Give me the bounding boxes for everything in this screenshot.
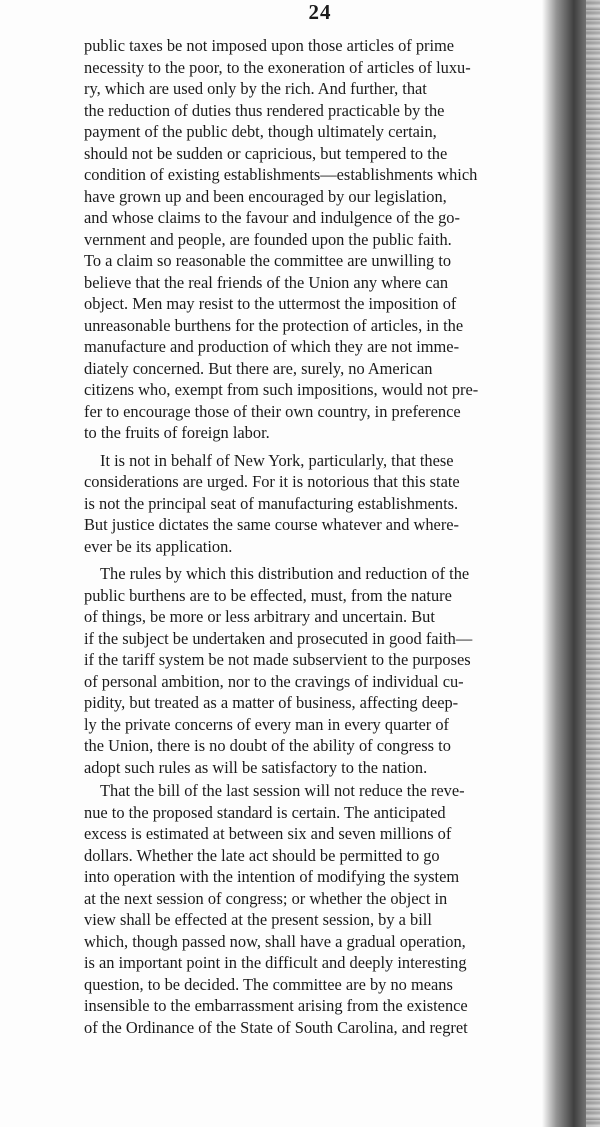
text-line: of things, be more or less arbitrary and uncertain. But	[84, 607, 435, 626]
text-line: To a claim so reasonable the committee are unwilling to	[84, 251, 452, 270]
text-line: condition of existing establishments—establishments which	[84, 165, 478, 184]
text-line: considerations are urged. For it is notorious that this state	[84, 472, 460, 491]
text-line: public taxes be not imposed upon those articles of prime	[84, 36, 455, 55]
text-line: necessity to the poor, to the exoneration of articles of luxu-	[84, 57, 471, 77]
text-line: if the subject be undertaken and prosecuted in good faith—	[84, 628, 473, 648]
text-line: adopt such rules as will be satisfactory to the nation.	[84, 757, 428, 777]
text-line: object. Men may resist to the uttermost the imposition of	[84, 294, 457, 313]
text-line: ever be its application.	[84, 536, 233, 556]
text-line: insensible to the embarrassment arising from the existence	[84, 996, 468, 1015]
text-line: public burthens are to be effected, must, from the nature	[84, 585, 452, 605]
text-line: ly the private concerns of every man in every quarter of	[84, 714, 449, 734]
text-line: at the next session of congress; or whether the object in	[84, 888, 448, 908]
text-line: of the Ordinance of the State of South Carolina, and regret	[84, 1017, 468, 1037]
text-line: That the bill of the last session will not reduce the reve-	[100, 781, 465, 800]
page-number: 24	[308, 0, 332, 24]
text-line: diately concerned. But there are, surely, no American	[84, 358, 433, 378]
text-line: vernment and people, are founded upon the public faith.	[84, 229, 452, 249]
text-line: ry, which are used only by the rich. And further, that	[84, 79, 427, 98]
body-text	[84, 35, 584, 1038]
text-line: dollars. Whether the late act should be permitted to go	[84, 845, 440, 865]
text-line: But justice dictates the same course whatever and where-	[84, 515, 460, 534]
text-line: fer to encourage those of their own country, in preference	[84, 401, 461, 421]
text-line: have grown up and been encouraged by our legislation,	[84, 186, 447, 206]
text-line: view shall be effected at the present session, by a bill	[84, 910, 432, 929]
text-line: The rules by which this distribution and reduction of the	[100, 564, 470, 583]
text-line: and whose claims to the favour and indulgence of the go-	[84, 208, 460, 227]
text-line: of personal ambition, nor to the cravings of individual cu-	[84, 671, 464, 691]
text-line: citizens who, exempt from such impositions, would not pre-	[84, 380, 479, 399]
text-line: is not the principal seat of manufacturing establishments.	[84, 493, 459, 513]
text-line: should not be sudden or capricious, but tempered to the	[84, 143, 448, 163]
text-line: the reduction of duties thus rendered practicable by the	[84, 100, 445, 120]
page-binding-edge	[586, 0, 600, 1127]
text-line: nue to the proposed standard is certain. The anticipated	[84, 802, 446, 822]
text-line: the Union, there is no doubt of the ability of congress to	[84, 736, 451, 755]
text-line: manufacture and production of which they are not imme-	[84, 337, 460, 356]
text-line: to the fruits of foreign labor.	[84, 423, 270, 442]
text-line: question, to be decided. The committee are by no means	[84, 974, 453, 994]
text-line: excess is estimated at between six and seven millions of	[84, 824, 452, 843]
text-line: if the tariff system be not made subservient to the purposes	[84, 650, 471, 669]
text-line: pidity, but treated as a matter of business, affecting deep-	[84, 693, 459, 712]
text-line: It is not in behalf of New York, particularly, that these	[100, 450, 454, 470]
text-line: into operation with the intention of modifying the system	[84, 867, 460, 886]
text-line: is an important point in the difficult and deeply interesting	[84, 953, 467, 972]
text-line: unreasonable burthens for the protection of articles, in the	[84, 315, 464, 335]
text-line: believe that the real friends of the Union any where can	[84, 272, 449, 292]
text-line: which, though passed now, shall have a gradual operation,	[84, 931, 466, 951]
text-line: payment of the public debt, though ultimately certain,	[84, 122, 437, 141]
